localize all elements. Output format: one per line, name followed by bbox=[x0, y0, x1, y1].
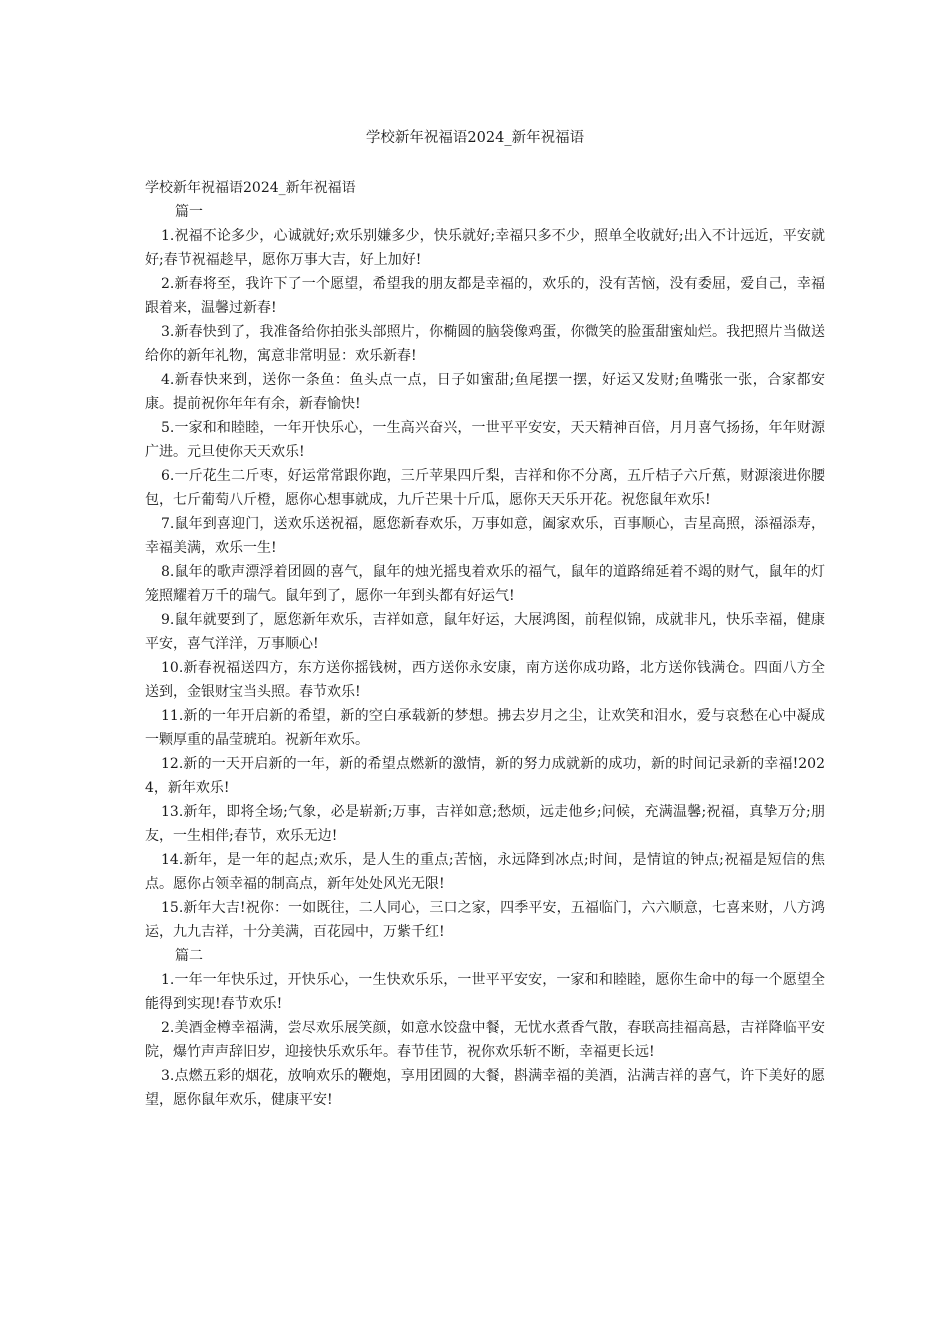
document-body bbox=[145, 176, 825, 1112]
list-item: 5.一家和和睦睦，一年开快乐心，一生高兴奋兴，一世平平安安，天天精神百倍，月月喜气扬扬，年年财源广进。元旦使你天天欢乐! bbox=[145, 420, 825, 460]
list-item: 7.鼠年到喜迎门，送欢乐送祝福，愿您新春欢乐，万事如意，阖家欢乐，百事顺心，吉星高照，添福添寿，幸福美满，欢乐一生! bbox=[145, 516, 825, 556]
list-item: 6.一斤花生二斤枣，好运常常跟你跑，三斤苹果四斤梨，吉祥和你不分离，五斤桔子六斤蕉，财源滚进你腰包，七斤葡萄八斤橙，愿你心想事就成，九斤芒果十斤瓜，愿你天天乐开花。祝您鼠年欢乐! bbox=[145, 468, 825, 508]
list-item: 10.新春祝福送四方，东方送你摇钱树，西方送你永安康，南方送你成功路，北方送你钱满仓。四面八方全送到，金银财宝当头照。春节欢乐! bbox=[145, 660, 825, 700]
list-item: 14.新年，是一年的起点;欢乐，是人生的重点;苦恼，永远降到冰点;时间，是情谊的钟点;祝福是短信的焦点。愿你占领幸福的制高点，新年处处风光无限! bbox=[145, 852, 825, 892]
list-item: 8.鼠年的歌声漂浮着团圆的喜气，鼠年的烛光摇曳着欢乐的福气，鼠年的道路绵延着不竭的财气，鼠年的灯笼照耀着万千的瑞气。鼠年到了，愿你一年到头都有好运气! bbox=[145, 564, 825, 604]
list-item: 9.鼠年就要到了，愿您新年欢乐，吉祥如意，鼠年好运，大展鸿图，前程似锦，成就非凡，快乐幸福，健康平安，喜气洋洋，万事顺心! bbox=[145, 612, 825, 652]
list-item: 1.祝福不论多少，心诚就好;欢乐别嫌多少，快乐就好;幸福只多不少，照单全收就好;出入不计远近，平安就好;春节祝福趁早，愿你万事大吉，好上加好! bbox=[145, 228, 825, 268]
list-item: 2.新春将至，我许下了一个愿望，希望我的朋友都是幸福的，欢乐的，没有苦恼，没有委屈，爱自己，幸福跟着来，温馨过新春! bbox=[145, 276, 825, 316]
document-heading: 学校新年祝福语2024_新年祝福语 bbox=[145, 180, 356, 196]
list-item: 2.美酒金樽幸福满，尝尽欢乐展笑颜，如意水饺盘中餐，无忧水煮香气散，春联高挂福高悬，吉祥降临平安院，爆竹声声辞旧岁，迎接快乐欢乐年。春节佳节，祝你欢乐斩不断，幸福更长远! bbox=[145, 1020, 825, 1060]
section-label: 篇二 bbox=[175, 948, 203, 964]
list-item: 3.点燃五彩的烟花，放响欢乐的鞭炮，享用团圆的大餐，斟满幸福的美酒，沾满吉祥的喜气，许下美好的愿望，愿你鼠年欢乐，健康平安! bbox=[145, 1068, 825, 1108]
list-item: 13.新年，即将全场;气象，必是崭新;万事，吉祥如意;愁烦，远走他乡;问候，充满温馨;祝福，真挚万分;朋友，一生相伴;春节，欢乐无边! bbox=[145, 804, 825, 844]
list-item: 15.新年大吉!祝你：一如既往，二人同心，三口之家，四季平安，五福临门，六六顺意，七喜来财，八方鸿运，九九吉祥，十分美满，百花园中，万紫千红! bbox=[145, 900, 825, 940]
list-item: 12.新的一天开启新的一年，新的希望点燃新的激情，新的努力成就新的成功，新的时间记录新的幸福!2024，新年欢乐! bbox=[145, 756, 825, 796]
section-label: 篇一 bbox=[175, 204, 203, 220]
list-item: 4.新春快来到，送你一条鱼：鱼头点一点，日子如蜜甜;鱼尾摆一摆，好运又发财;鱼嘴张一张，合家都安康。提前祝你年年有余，新春愉快! bbox=[145, 372, 825, 412]
list-item: 3.新春快到了，我准备给你拍张头部照片，你椭圆的脑袋像鸡蛋，你微笑的脸蛋甜蜜灿烂。我把照片当做送给你的新年礼物，寓意非常明显：欢乐新春! bbox=[145, 324, 825, 364]
page-title: 学校新年祝福语2024_新年祝福语 bbox=[365, 130, 585, 146]
list-item: 11.新的一年开启新的希望，新的空白承载新的梦想。拂去岁月之尘，让欢笑和泪水，爱与哀愁在心中凝成一颗厚重的晶莹琥珀。祝新年欢乐。 bbox=[145, 708, 825, 748]
list-item: 1.一年一年快乐过，开快乐心，一生快欢乐乐，一世平平安安，一家和和睦睦，愿你生命中的每一个愿望全能得到实现!春节欢乐! bbox=[145, 972, 825, 1012]
